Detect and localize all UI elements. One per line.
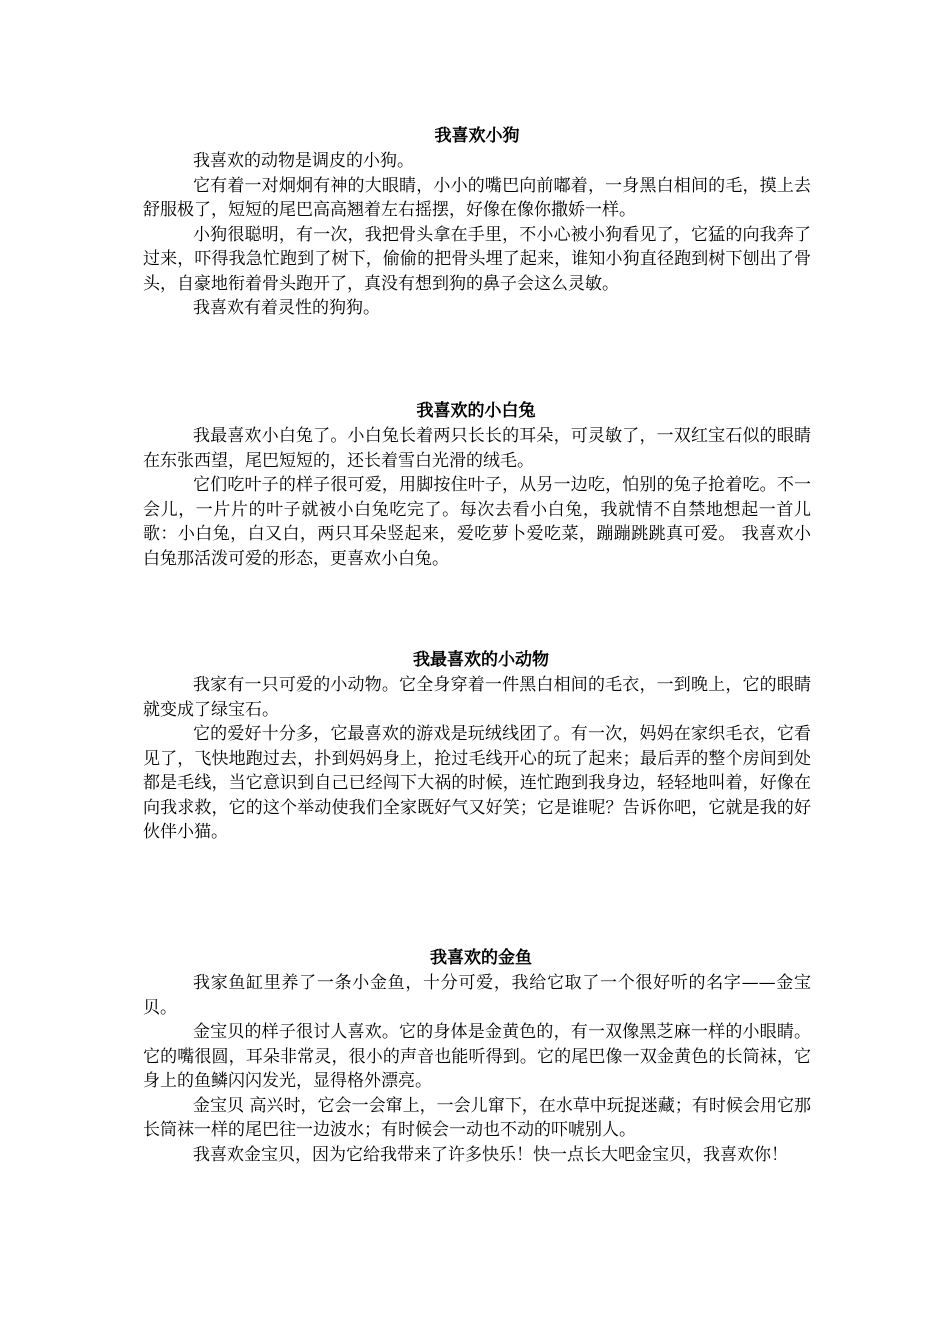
essay-title: 我最喜欢的小动物 — [413, 650, 549, 670]
essay-paragraph: 我喜欢有着灵性的狗狗。 — [193, 298, 380, 318]
essay-paragraph: 金宝贝的样子很讨人喜欢。它的身体是金黄色的，有一双像黑芝麻一样的小眼睛。它的嘴很圆，耳朵非常灵，很小的声音也能听得到。它的尾巴像一双金黄色的长筒袜，它身上的鱼鳞闪闪发光，显得格外漂亮。 — [143, 1022, 811, 1091]
essay-paragraph: 我喜欢的动物是调皮的小狗。 — [193, 151, 414, 171]
essay-paragraph: 它们吃叶子的样子很可爱，用脚按住叶子，从另一边吃，怕别的兔子抢着吃。不一会儿，一片片的叶子就被小白兔吃完了。每次去看小白兔，我就情不自禁地想起一首儿歌：小白兔，白又白，两只耳朵竖起来，爱吃萝卜爱吃菜，蹦蹦跳跳真可爱。 我喜欢小白兔那活泼可爱的形态，更喜欢小白兔。 — [143, 475, 811, 569]
essay-paragraph: 我家有一只可爱的小动物。它全身穿着一件黑白相间的毛衣，一到晚上，它的眼睛就变成了绿宝石。 — [143, 675, 811, 720]
essay-goldfish — [143, 946, 811, 1167]
essay-title: 我喜欢的金鱼 — [430, 948, 532, 968]
essay-paragraph: 它的爱好十分多，它最喜欢的游戏是玩绒线团了。有一次，妈妈在家织毛衣，它看见了，飞快地跑过去，扑到妈妈身上，抢过毛线开心的玩了起来；最后弄的整个房间到处都是毛线，当它意识到自己已经闯下大祸的时候，连忙跑到我身边，轻轻地叫着，好像在向我求救，它的这个举动使我们全家既好气又好笑；它是谁呢？告诉你吧，它就是我的好伙伴小猫。 — [143, 724, 811, 842]
essay-favorite-animal — [143, 648, 811, 845]
essay-paragraph: 我家鱼缸里养了一条小金鱼，十分可爱，我给它取了一个很好听的名字——金宝贝。 — [143, 973, 811, 1018]
essay-little-dog — [143, 124, 811, 321]
essay-paragraph: 小狗很聪明，有一次，我把骨头拿在手里，不小心被小狗看见了，它猛的向我奔了过来，吓得我急忙跑到了树下，偷偷的把骨头埋了起来，谁知小狗直径跑到树下刨出了骨头，自豪地衔着骨头跑开了，真没有想到狗的鼻子会这么灵敏。 — [143, 224, 811, 294]
essay-paragraph: 金宝贝 高兴时，它会一会窜上，一会儿窜下，在水草中玩捉迷藏；有时候会用它那长筒袜一样的尾巴往一边波水；有时候会一动也不动的吓唬别人。 — [143, 1095, 811, 1140]
essay-title: 我喜欢的小白兔 — [416, 401, 536, 421]
essay-paragraph: 我喜欢金宝贝，因为它给我带来了许多快乐！快一点长大吧金宝贝，我喜欢你！ — [193, 1144, 788, 1165]
essay-paragraph: 我最喜欢小白兔了。小白兔长着两只长长的耳朵，可灵敏了，一双红宝石似的眼睛在东张西望，尾巴短短的，还长着雪白光滑的绒毛。 — [143, 426, 811, 471]
essay-white-rabbit — [143, 399, 811, 571]
essay-paragraph: 它有着一对炯炯有神的大眼睛，小小的嘴巴向前嘟着，一身黑白相间的毛，摸上去舒服极了，短短的尾巴高高翘着左右摇摆，好像在像你撒娇一样。 — [143, 175, 811, 220]
essay-title: 我喜欢小狗 — [434, 126, 520, 146]
